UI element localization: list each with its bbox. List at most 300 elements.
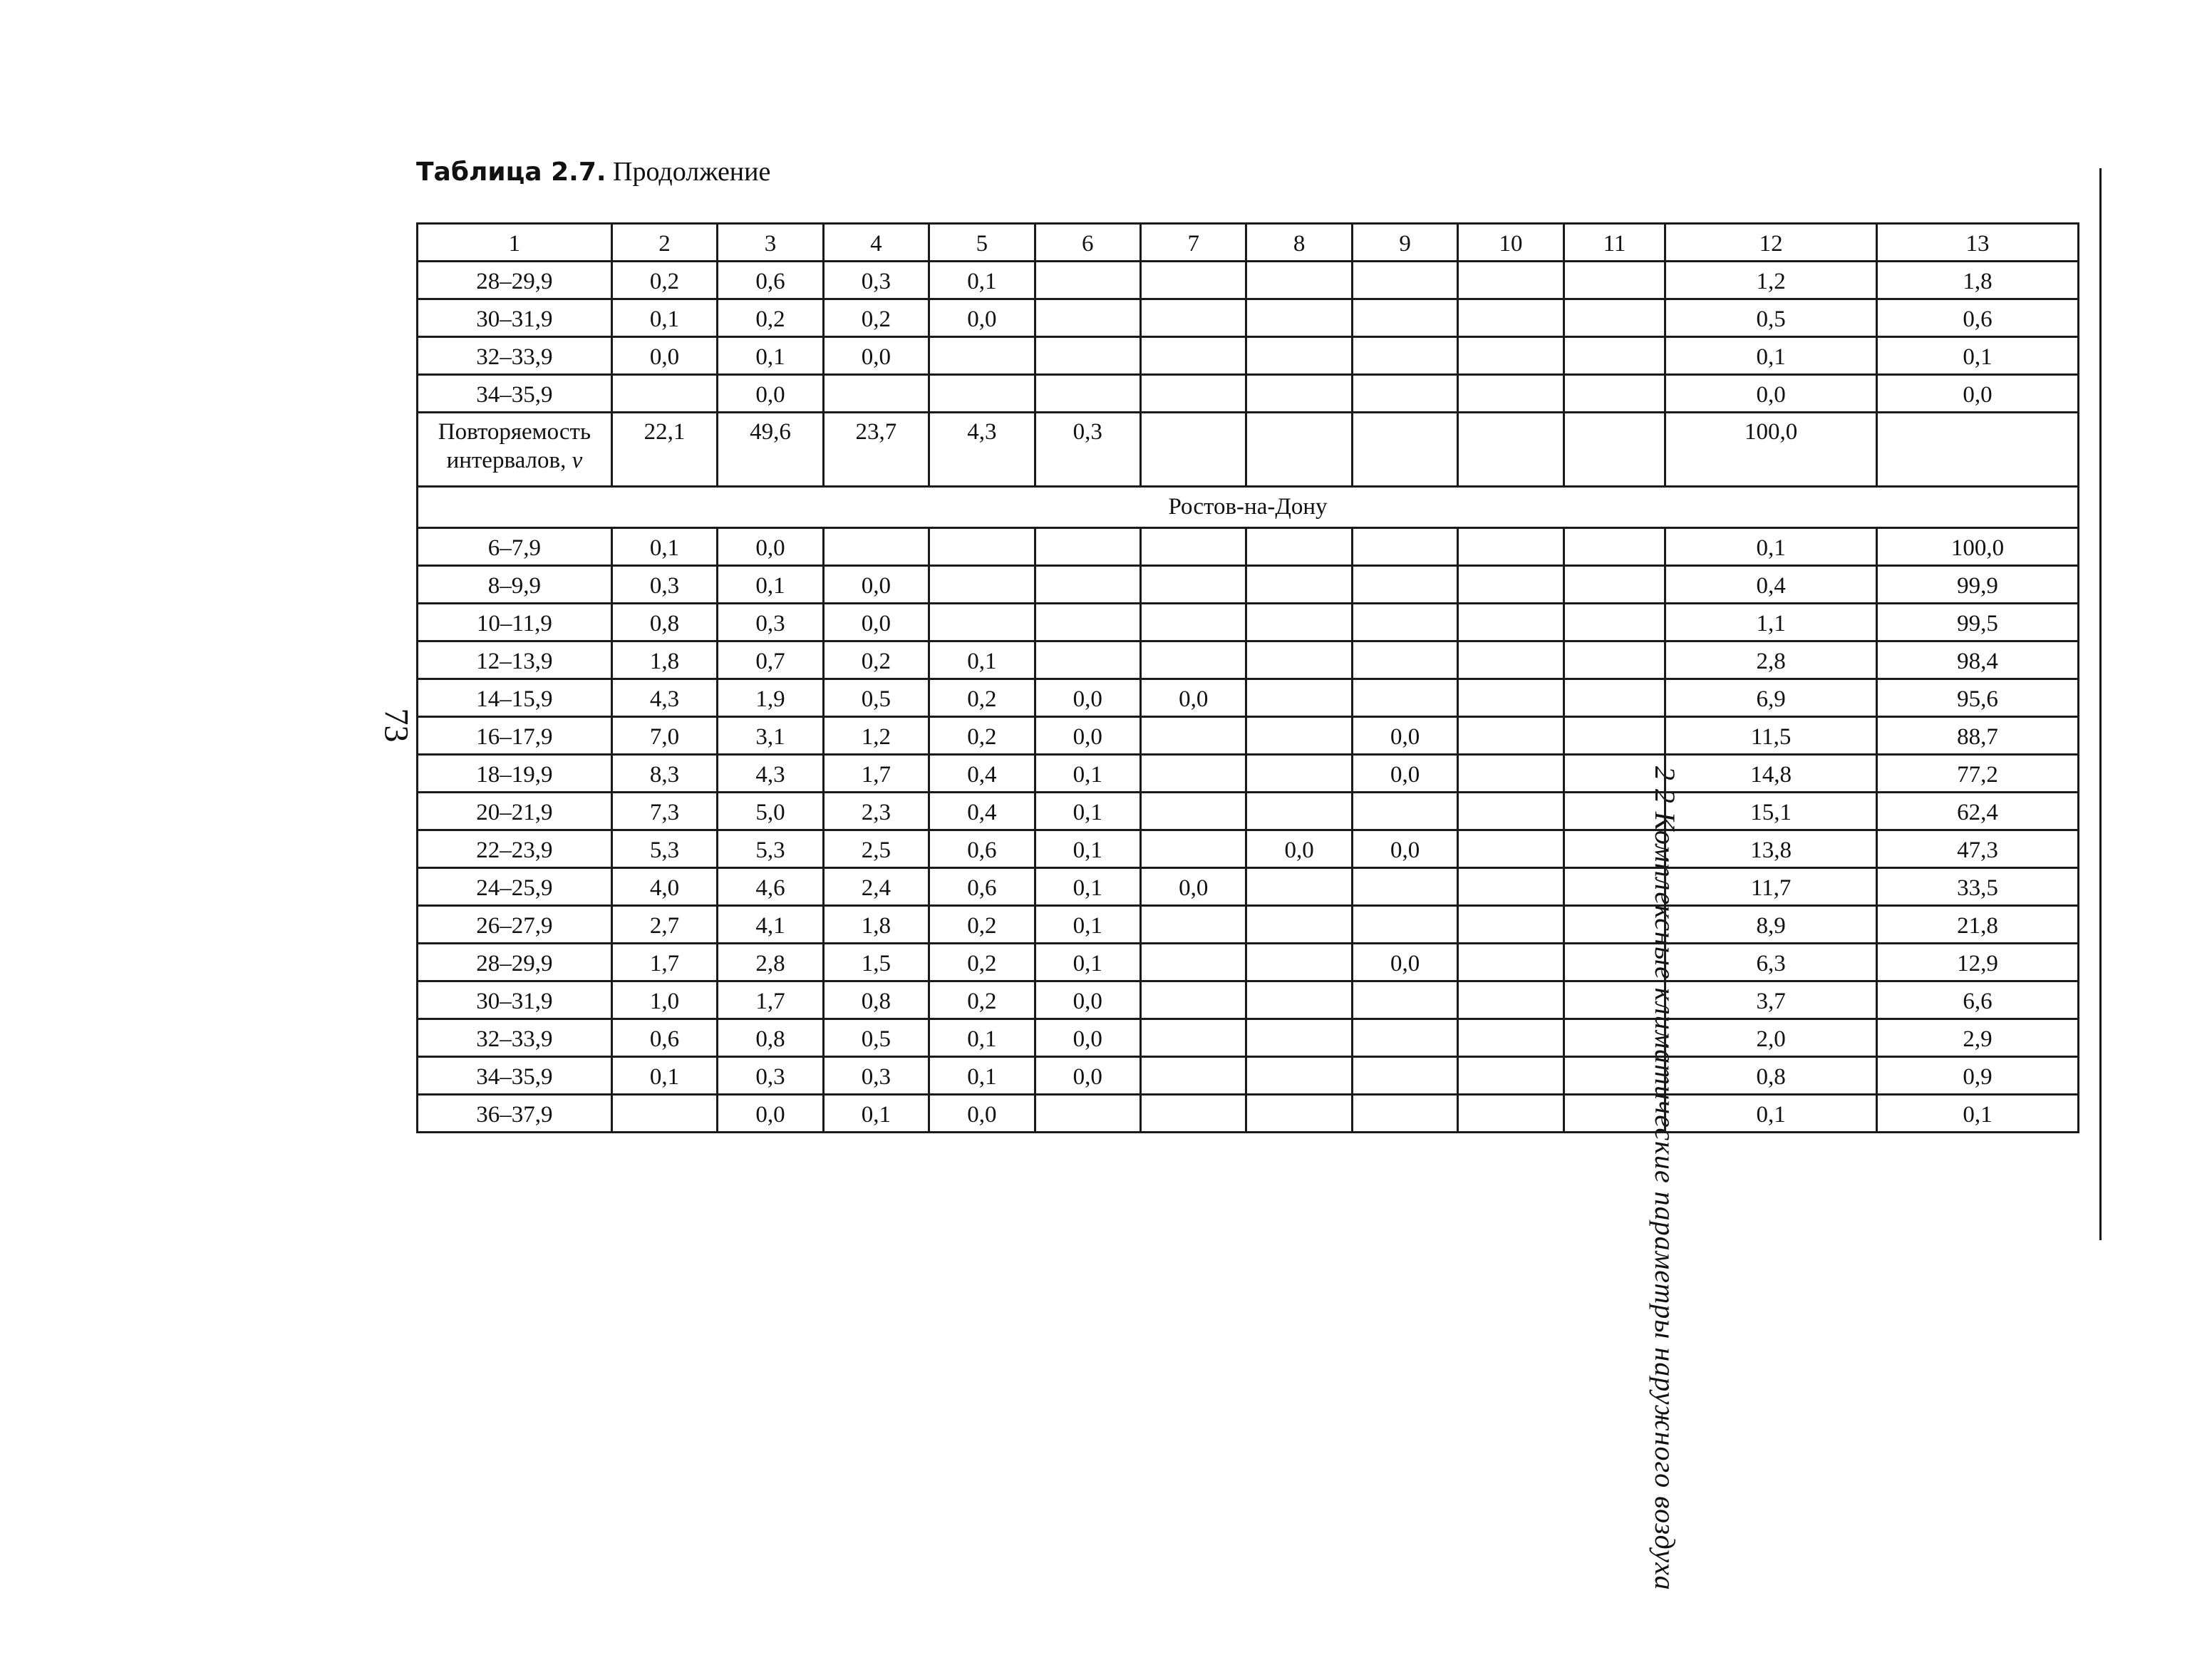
table-cell: 0,8	[823, 981, 929, 1019]
table-row	[418, 528, 2079, 566]
table-cell	[823, 375, 929, 413]
table-cell: 0,8	[611, 604, 717, 641]
table-cell: 0,0	[1035, 1019, 1140, 1057]
table-cell	[1352, 337, 1457, 375]
table-cell: 88,7	[1877, 717, 2079, 755]
table-cell: 0,0	[718, 375, 823, 413]
table-cell: 7,3	[611, 793, 717, 830]
table-row	[418, 717, 2079, 755]
table-cell: 0,7	[718, 641, 823, 679]
table-cell	[1352, 1057, 1457, 1095]
table-cell: 2,8	[1665, 641, 1877, 679]
table-row	[418, 906, 2079, 944]
table-cell	[1141, 793, 1246, 830]
table-cell	[1458, 604, 1564, 641]
table-cell	[1246, 868, 1352, 906]
table-cell: 0,5	[1665, 299, 1877, 337]
table-cell	[1458, 641, 1564, 679]
table-cell	[1246, 793, 1352, 830]
table-cell: 0,0	[1141, 679, 1246, 717]
table-cell	[929, 375, 1035, 413]
table-cell: 0,2	[718, 299, 823, 337]
table-cell: 26–27,9	[418, 906, 612, 944]
table-cell: 28–29,9	[418, 262, 612, 299]
table-caption-text: Продолжение	[606, 157, 771, 187]
table-cell	[1458, 906, 1564, 944]
table-cell: 3,7	[1665, 981, 1877, 1019]
table-cell: 28–29,9	[418, 944, 612, 981]
table-row	[418, 679, 2079, 717]
table-cell: 21,8	[1877, 906, 2079, 944]
table-cell	[1141, 604, 1246, 641]
table-cell: 13,8	[1665, 830, 1877, 868]
table-cell: 0,0	[929, 299, 1035, 337]
table-row	[418, 337, 2079, 375]
table-cell: 0,0	[1141, 868, 1246, 906]
table-cell: 5	[929, 224, 1035, 262]
table-cell	[1246, 413, 1352, 487]
table-cell: 1	[418, 224, 612, 262]
table-cell	[1246, 262, 1352, 299]
climate-data-table	[416, 222, 2079, 1133]
table-cell: 18–19,9	[418, 755, 612, 793]
table-cell: 32–33,9	[418, 1019, 612, 1057]
table-cell: 0,1	[929, 1019, 1035, 1057]
table-cell	[1458, 1019, 1564, 1057]
table-cell	[1564, 1057, 1665, 1095]
table-cell	[1564, 528, 1665, 566]
table-cell	[1352, 566, 1457, 604]
table-cell: 95,6	[1877, 679, 2079, 717]
table-row	[418, 375, 2079, 413]
table-cell: 7	[1141, 224, 1246, 262]
table-cell: 0,6	[718, 262, 823, 299]
table-cell: 0,0	[823, 604, 929, 641]
table-cell: 0,6	[929, 868, 1035, 906]
table-cell	[1246, 679, 1352, 717]
table-cell: 0,0	[1246, 830, 1352, 868]
table-row	[418, 1095, 2079, 1133]
table-row	[418, 981, 2079, 1019]
table-cell: 12,9	[1877, 944, 2079, 981]
table-cell	[1458, 793, 1564, 830]
table-cell: 33,5	[1877, 868, 2079, 906]
table-cell	[1141, 528, 1246, 566]
table-cell: 3,1	[718, 717, 823, 755]
table-cell	[1352, 641, 1457, 679]
table-cell	[1035, 1095, 1140, 1133]
table-cell	[1141, 299, 1246, 337]
table-cell	[1458, 981, 1564, 1019]
table-cell	[1458, 413, 1564, 487]
table-cell: 6–7,9	[418, 528, 612, 566]
table-cell	[1141, 337, 1246, 375]
table-cell: 23,7	[823, 413, 929, 487]
table-cell	[1564, 566, 1665, 604]
table-cell: 0,0	[1352, 717, 1457, 755]
table-cell	[1458, 337, 1564, 375]
table-cell: 0,1	[823, 1095, 929, 1133]
table-cell: 1,8	[611, 641, 717, 679]
table-cell	[1035, 375, 1140, 413]
table-cell	[929, 337, 1035, 375]
table-cell	[1141, 906, 1246, 944]
table-cell: 0,1	[718, 566, 823, 604]
table-row	[418, 299, 2079, 337]
table-cell	[1141, 1095, 1246, 1133]
table-cell	[929, 566, 1035, 604]
table-cell: 0,1	[1665, 1095, 1877, 1133]
table-cell: 4,1	[718, 906, 823, 944]
table-cell: 0,0	[1035, 679, 1140, 717]
table-cell: 0,2	[929, 944, 1035, 981]
table-cell: 6,9	[1665, 679, 1877, 717]
table-cell: 0,2	[823, 641, 929, 679]
table-cell: 0,1	[718, 337, 823, 375]
table-cell	[1035, 528, 1140, 566]
table-cell: 9	[1352, 224, 1457, 262]
table-cell: 4,0	[611, 868, 717, 906]
table-cell	[929, 604, 1035, 641]
table-cell: 20–21,9	[418, 793, 612, 830]
table-cell	[1352, 981, 1457, 1019]
table-cell	[1564, 1019, 1665, 1057]
table-cell: 0,2	[611, 262, 717, 299]
table-cell: 0,2	[823, 299, 929, 337]
table-cell: 5,3	[718, 830, 823, 868]
table-cell	[1141, 262, 1246, 299]
table-cell	[1246, 604, 1352, 641]
running-head-rule	[2099, 168, 2102, 1240]
table-cell: 1,2	[823, 717, 929, 755]
table-cell: 30–31,9	[418, 981, 612, 1019]
table-cell: 30–31,9	[418, 299, 612, 337]
table-cell: 1,1	[1665, 604, 1877, 641]
table-cell	[1352, 528, 1457, 566]
table-cell: 0,5	[823, 1019, 929, 1057]
table-cell	[1246, 1095, 1352, 1133]
table-cell	[1246, 1019, 1352, 1057]
table-cell	[1246, 944, 1352, 981]
table-cell: 4,6	[718, 868, 823, 906]
table-cell	[1141, 981, 1246, 1019]
table-cell	[611, 1095, 717, 1133]
table-cell	[1458, 375, 1564, 413]
table-cell: 0,0	[1877, 375, 2079, 413]
table-cell	[1035, 641, 1140, 679]
table-cell: 1,7	[718, 981, 823, 1019]
table-cell: 2,5	[823, 830, 929, 868]
table-cell: 0,1	[1035, 755, 1140, 793]
table-cell: 0,0	[1352, 830, 1457, 868]
table-cell	[1246, 981, 1352, 1019]
table-cell: 12	[1665, 224, 1877, 262]
table-cell: 99,9	[1877, 566, 2079, 604]
table-cell	[1458, 262, 1564, 299]
table-cell	[1141, 375, 1246, 413]
table-cell: 0,1	[611, 528, 717, 566]
table-cell: 0,3	[718, 604, 823, 641]
table-cell	[1141, 566, 1246, 604]
table-cell: 0,3	[611, 566, 717, 604]
table-cell	[1246, 1057, 1352, 1095]
table-cell: 0,1	[1877, 1095, 2079, 1133]
frequency-label-line1: Повторяемость	[438, 419, 591, 445]
table-cell: 0,1	[1665, 528, 1877, 566]
table-cell	[611, 375, 717, 413]
table-cell: 6	[1035, 224, 1140, 262]
table-cell: 11	[1564, 224, 1665, 262]
table-cell: 24–25,9	[418, 868, 612, 906]
table-cell: 4	[823, 224, 929, 262]
table-cell: 0,9	[1877, 1057, 2079, 1095]
table-cell: 3	[718, 224, 823, 262]
table-cell	[1035, 604, 1140, 641]
table-cell: 0,2	[929, 906, 1035, 944]
table-cell: 0,0	[1035, 717, 1140, 755]
table-cell	[1564, 755, 1665, 793]
table-cell	[1458, 679, 1564, 717]
table-cell: 0,1	[929, 641, 1035, 679]
table-cell: 0,2	[929, 717, 1035, 755]
table-cell: 100,0	[1877, 528, 2079, 566]
table-cell	[1352, 1095, 1457, 1133]
table-cell	[1141, 830, 1246, 868]
table-cell	[1564, 717, 1665, 755]
frequency-label-cell	[418, 413, 612, 487]
table-cell	[1141, 755, 1246, 793]
table-cell	[1141, 1057, 1246, 1095]
table-cell: 10	[1458, 224, 1564, 262]
table-cell	[1141, 1019, 1246, 1057]
table-cell	[1246, 299, 1352, 337]
table-cell	[1246, 641, 1352, 679]
table-cell: 0,1	[1665, 337, 1877, 375]
table-caption	[416, 155, 770, 189]
table-row-frequency	[418, 413, 2079, 487]
table-cell	[1035, 299, 1140, 337]
table-cell: 22–23,9	[418, 830, 612, 868]
table-cell	[1035, 337, 1140, 375]
table-cell	[1246, 906, 1352, 944]
table-cell: 0,5	[823, 679, 929, 717]
table-row	[418, 566, 2079, 604]
table-cell: 77,2	[1877, 755, 2079, 793]
table-cell	[1246, 528, 1352, 566]
table-cell	[1035, 566, 1140, 604]
table-cell: 2,8	[718, 944, 823, 981]
city-heading: Ростов-на-Дону	[418, 487, 2079, 528]
table-cell	[1564, 337, 1665, 375]
table-cell: 4,3	[611, 679, 717, 717]
table-cell: 0,0	[823, 337, 929, 375]
table-cell: 47,3	[1877, 830, 2079, 868]
table-cell	[1458, 566, 1564, 604]
table-cell: 0,0	[1665, 375, 1877, 413]
table-cell: 0,1	[929, 1057, 1035, 1095]
table-cell: 0,6	[611, 1019, 717, 1057]
table-cell: 0,4	[1665, 566, 1877, 604]
table-cell: 5,0	[718, 793, 823, 830]
table-cell	[1141, 944, 1246, 981]
table-cell: 0,4	[929, 755, 1035, 793]
table-cell: 2,3	[823, 793, 929, 830]
table-cell	[1352, 413, 1457, 487]
table-cell: 0,0	[1035, 981, 1140, 1019]
table-cell: 12–13,9	[418, 641, 612, 679]
table-cell: 8,3	[611, 755, 717, 793]
table-cell	[1246, 337, 1352, 375]
table-cell	[1141, 641, 1246, 679]
table-cell	[1246, 717, 1352, 755]
table-cell: 0,0	[1352, 944, 1457, 981]
table-cell	[1458, 1057, 1564, 1095]
table-cell: 2	[611, 224, 717, 262]
table-cell: 0,2	[929, 679, 1035, 717]
table-cell: 14–15,9	[418, 679, 612, 717]
table-cell: 22,1	[611, 413, 717, 487]
table-cell	[1564, 641, 1665, 679]
table-cell: 2,0	[1665, 1019, 1877, 1057]
table-cell	[1352, 679, 1457, 717]
table-cell: 0,1	[1035, 944, 1140, 981]
table-cell: 0,4	[929, 793, 1035, 830]
table-cell: 0,1	[1035, 868, 1140, 906]
table-cell	[1352, 793, 1457, 830]
table-cell: 2,4	[823, 868, 929, 906]
table-cell: 34–35,9	[418, 375, 612, 413]
table-cell	[1352, 375, 1457, 413]
table-cell: 0,0	[1352, 755, 1457, 793]
table-cell	[1458, 755, 1564, 793]
table-cell: 7,0	[611, 717, 717, 755]
table-cell: 1,2	[1665, 262, 1877, 299]
table-cell: 0,3	[718, 1057, 823, 1095]
table-cell: 0,0	[718, 528, 823, 566]
table-cell: 0,2	[929, 981, 1035, 1019]
table-cell	[1564, 906, 1665, 944]
table-cell	[1564, 868, 1665, 906]
table-cell: 36–37,9	[418, 1095, 612, 1133]
table-row	[418, 1019, 2079, 1057]
table-cell: 0,1	[1035, 793, 1140, 830]
table-cell: 6,3	[1665, 944, 1877, 981]
table-cell: 2,7	[611, 906, 717, 944]
table-cell: 5,3	[611, 830, 717, 868]
table-cell: 0,3	[823, 262, 929, 299]
table-cell: 34–35,9	[418, 1057, 612, 1095]
table-cell: 49,6	[718, 413, 823, 487]
table-cell: 1,8	[823, 906, 929, 944]
table-row	[418, 755, 2079, 793]
table-body	[418, 224, 2079, 1133]
table-cell: 0,0	[929, 1095, 1035, 1133]
table-cell: 8–9,9	[418, 566, 612, 604]
table-cell: 1,7	[611, 944, 717, 981]
table-cell	[1564, 793, 1665, 830]
table-cell: 4,3	[718, 755, 823, 793]
table-cell	[929, 528, 1035, 566]
table-cell	[823, 528, 929, 566]
page-number: 73	[377, 708, 415, 743]
table-cell	[1352, 868, 1457, 906]
table-cell	[1246, 375, 1352, 413]
table-cell: 1,8	[1877, 262, 2079, 299]
table-cell: 100,0	[1665, 413, 1877, 487]
table-cell	[1458, 944, 1564, 981]
table-cell	[1246, 566, 1352, 604]
table-cell	[1564, 413, 1665, 487]
table-cell: 99,5	[1877, 604, 2079, 641]
table-row	[418, 793, 2079, 830]
table-cell	[1352, 604, 1457, 641]
table-cell: 8	[1246, 224, 1352, 262]
table-cell: 4,3	[929, 413, 1035, 487]
table-cell: 62,4	[1877, 793, 2079, 830]
table-cell	[1564, 604, 1665, 641]
table-cell: 16–17,9	[418, 717, 612, 755]
frequency-label-line2: интервалов,	[446, 448, 572, 473]
table-cell	[1035, 262, 1140, 299]
table-cell: 98,4	[1877, 641, 2079, 679]
table-cell	[1564, 262, 1665, 299]
table-cell	[1352, 262, 1457, 299]
table-cell: 0,0	[823, 566, 929, 604]
table-cell: 32–33,9	[418, 337, 612, 375]
table-cell	[1352, 1019, 1457, 1057]
table-cell: 0,1	[1035, 906, 1140, 944]
table-cell	[1564, 944, 1665, 981]
table-cell	[1352, 906, 1457, 944]
table-row	[418, 604, 2079, 641]
table-cell	[1564, 375, 1665, 413]
table-cell: 0,3	[823, 1057, 929, 1095]
table-cell: 0,3	[1035, 413, 1140, 487]
city-heading-row	[418, 487, 2079, 528]
table-cell: 0,1	[929, 262, 1035, 299]
table-cell: 1,9	[718, 679, 823, 717]
table-header-row	[418, 224, 2079, 262]
table-cell	[1141, 413, 1246, 487]
table-cell: 0,1	[1877, 337, 2079, 375]
table-cell	[1564, 830, 1665, 868]
table-cell: 11,5	[1665, 717, 1877, 755]
table-cell	[1458, 830, 1564, 868]
table-cell: 0,8	[718, 1019, 823, 1057]
table-cell: 6,6	[1877, 981, 2079, 1019]
table-cell	[1246, 755, 1352, 793]
table-row	[418, 830, 2079, 868]
table-cell: 0,0	[718, 1095, 823, 1133]
table-cell	[1458, 1095, 1564, 1133]
table-row	[418, 1057, 2079, 1095]
table-cell	[1141, 717, 1246, 755]
table-cell: 2,9	[1877, 1019, 2079, 1057]
table-cell: 1,7	[823, 755, 929, 793]
table-row	[418, 868, 2079, 906]
table-cell	[1564, 299, 1665, 337]
table-cell	[1352, 299, 1457, 337]
table-cell	[1458, 717, 1564, 755]
table-cell	[1458, 868, 1564, 906]
table-row	[418, 641, 2079, 679]
table-row	[418, 944, 2079, 981]
table-cell: 0,6	[1877, 299, 2079, 337]
table-cell: 8,9	[1665, 906, 1877, 944]
table-cell	[1877, 413, 2079, 487]
table-cell	[1564, 981, 1665, 1019]
table-cell: 15,1	[1665, 793, 1877, 830]
